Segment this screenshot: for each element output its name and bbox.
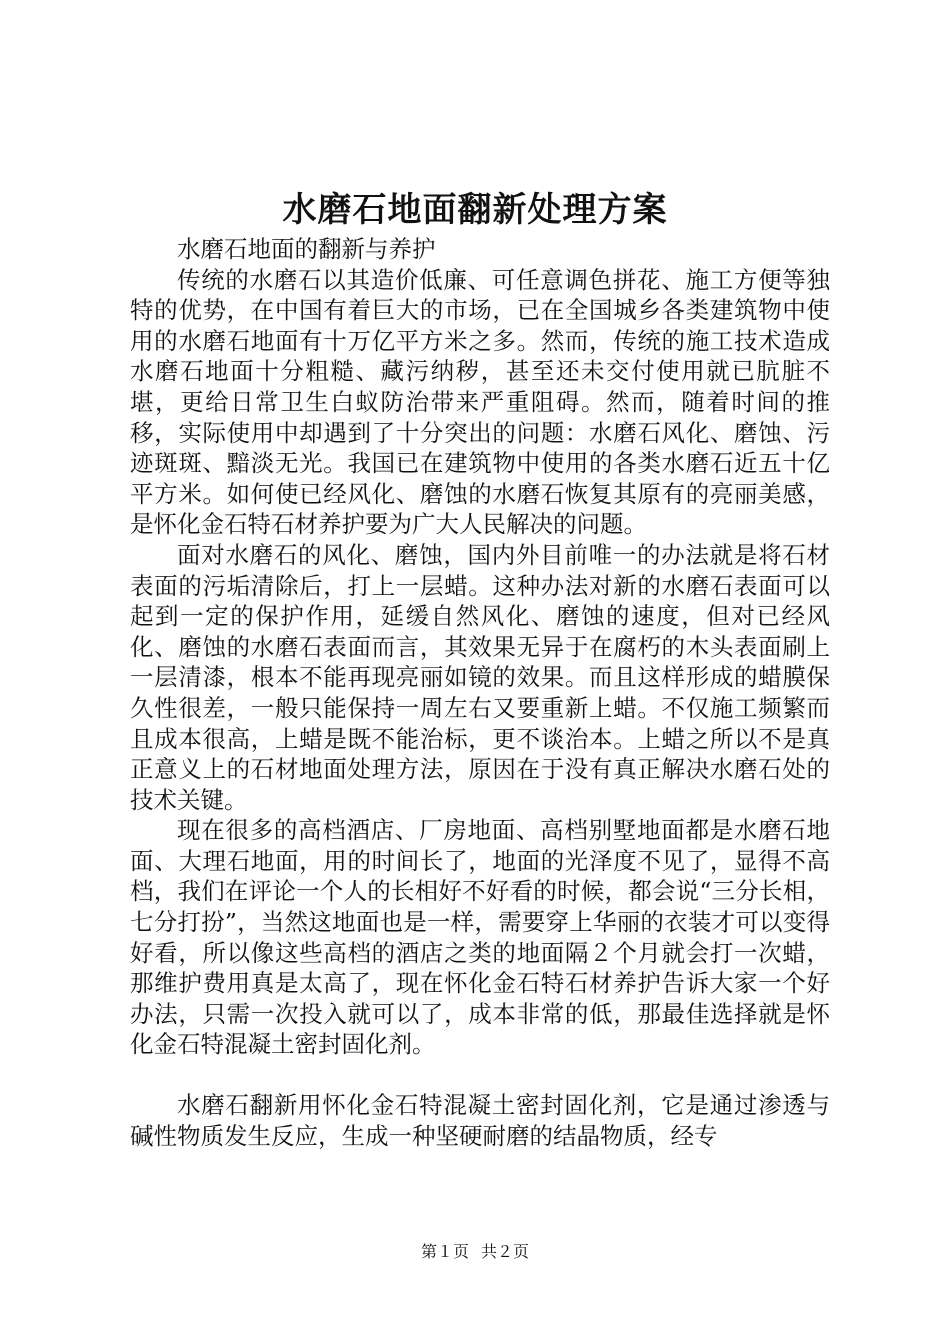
document-title: 水磨石地面翻新处理方案	[282, 190, 668, 230]
body-paragraph: 面对水磨石的风化、磨蚀，国内外目前唯一的办法就是将石材表面的污垢清除后，打上一层蜡。这种办法对新的水磨石表面可以起到一定的保护作用，延缓自然风化、磨蚀的速度，但对已经风化、磨蚀的水磨石表面而言，其效果无异于在腐朽的木头表面刷上一层清漆，根本不能再现亮丽如镜的效果。而且这样形成的蜡膜保久性很差，一般只能保持一周左右又要重新上蜡。不仅施工频繁而且成本很高，上蜡是既不能治标，更不谈治本。上蜡之所以不是真正意义上的石材地面处理方法，原因在于没有真正解决水磨石处的技术关键。	[130, 540, 830, 814]
body-paragraph: 现在很多的高档酒店、厂房地面、高档别墅地面都是水磨石地面、大理石地面，用的时间长了，地面的光泽度不见了，显得不高档，我们在评论一个人的长相好不好看的时候，都会说“三分长相，七分打扮”，当然这地面也是一样，需要穿上华丽的衣装才可以变得好看，所以像这些高档的酒店之类的地面隔２个月就会打一次蜡，那维护费用真是太高了，现在怀化金石特石材养护告诉大家一个好办法，只需一次投入就可以了，成本非常的低，那最佳选择就是怀化金石特混凝土密封固化剂。	[130, 816, 830, 1059]
page-number-total: 共２页	[481, 1242, 530, 1261]
body-paragraph: 水磨石翻新用怀化金石特混凝土密封固化剂，它是通过渗透与碱性物质发生反应，生成一种坚硬耐磨的结晶物质，经专	[130, 1091, 830, 1150]
subheading-paragraph: 水磨石地面的翻新与养护	[177, 235, 436, 263]
document-body	[130, 234, 830, 1151]
page-footer	[0, 1241, 950, 1263]
page-number-current: 第１页	[420, 1242, 469, 1261]
body-paragraph: 传统的水磨石以其造价低廉、可任意调色拼花、施工方便等独特的优势，在中国有着巨大的市场，已在全国城乡各类建筑物中使用的水磨石地面有十万亿平方米之多。然而，传统的施工技术造成水磨石地面十分粗糙、藏污纳秽，甚至还未交付使用就已肮脏不堪，更给日常卫生白蚁防治带来严重阻碍。然而，随着时间的推移，实际使用中却遇到了十分突出的问题：水磨石风化、磨蚀、污迹斑斑、黯淡无光。我国已在建筑物中使用的各类水磨石近五十亿平方米。如何使已经风化、磨蚀的水磨石恢复其原有的亮丽美感，是怀化金石特石材养护要为广大人民解决的问题。	[130, 265, 830, 539]
